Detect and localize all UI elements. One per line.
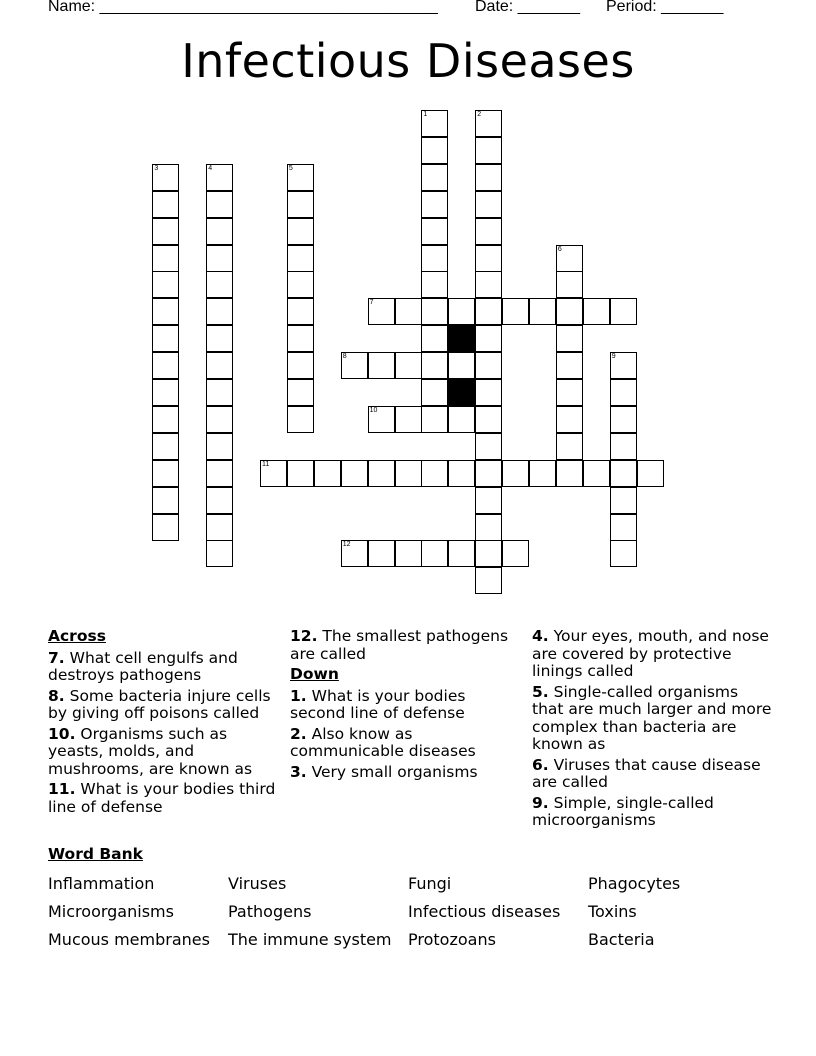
answer-cell[interactable] — [421, 245, 448, 272]
answer-cell[interactable] — [287, 352, 314, 379]
answer-cell[interactable] — [421, 325, 448, 352]
clues-column-3 — [532, 628, 772, 833]
answer-cell[interactable] — [556, 298, 583, 325]
date-field-label[interactable]: Date: _______ — [475, 0, 580, 15]
answer-cell[interactable] — [529, 298, 556, 325]
answer-cell[interactable] — [421, 406, 448, 433]
answer-cell[interactable] — [368, 540, 395, 567]
answer-cell[interactable] — [475, 245, 502, 272]
answer-cell[interactable] — [287, 218, 314, 245]
answer-cell[interactable] — [152, 218, 179, 245]
word-bank-item: Fungi — [408, 874, 452, 893]
answer-cell[interactable] — [395, 540, 422, 567]
answer-cell[interactable] — [395, 298, 422, 325]
clue-number: 1 — [423, 111, 428, 118]
word-bank-item: Protozoans — [408, 930, 496, 949]
answer-cell[interactable] — [475, 164, 502, 191]
answer-cell[interactable] — [206, 191, 233, 218]
answer-cell[interactable] — [395, 460, 422, 487]
answer-cell[interactable] — [610, 514, 637, 541]
answer-cell[interactable] — [421, 298, 448, 325]
answer-cell[interactable] — [206, 245, 233, 272]
answer-cell[interactable] — [421, 137, 448, 164]
answer-cell[interactable] — [421, 271, 448, 298]
clue-number: 3 — [154, 164, 159, 172]
answer-cell[interactable] — [475, 406, 502, 433]
answer-cell[interactable] — [556, 352, 583, 379]
clue-number: 11 — [262, 460, 270, 468]
word-bank-item: Infectious diseases — [408, 902, 561, 921]
answer-cell[interactable] — [475, 298, 502, 325]
answer-cell[interactable] — [475, 514, 502, 541]
word-bank-item: Microorganisms — [48, 902, 174, 921]
answer-cell[interactable] — [368, 406, 395, 433]
answer-cell[interactable] — [502, 298, 529, 325]
answer-cell[interactable] — [395, 406, 422, 433]
clue-down-4: 4. Your eyes, mouth, and nose are covered by protective linings called — [532, 627, 769, 680]
clue-down-1: 1. What is your bodies second line of defense — [290, 686, 466, 722]
answer-cell[interactable] — [448, 352, 475, 379]
clue-down-9: 9. Simple, single-called microorganisms — [532, 793, 714, 829]
answer-cell[interactable] — [448, 540, 475, 567]
clue-down-5: 5. Single-called organisms that are much larger and more complex than bacteria are known as — [532, 682, 772, 753]
answer-cell[interactable] — [475, 110, 502, 137]
clue-down-3: 3. Very small organisms — [290, 762, 478, 781]
answer-cell[interactable] — [556, 406, 583, 433]
answer-cell[interactable] — [206, 487, 233, 514]
answer-cell[interactable] — [287, 460, 314, 487]
answer-cell[interactable] — [475, 325, 502, 352]
answer-cell[interactable] — [206, 164, 233, 191]
answer-cell[interactable] — [475, 271, 502, 298]
answer-cell[interactable] — [583, 460, 610, 487]
clue-number: 10 — [369, 406, 378, 414]
answer-cell[interactable] — [529, 460, 556, 487]
clues-column-2 — [290, 628, 520, 784]
answer-cell[interactable] — [475, 487, 502, 514]
answer-cell[interactable] — [287, 271, 314, 298]
name-field-label[interactable]: Name: ______________________________________ — [48, 0, 438, 15]
answer-cell[interactable] — [475, 352, 502, 379]
answer-cell[interactable] — [341, 352, 368, 379]
answer-cell[interactable] — [610, 433, 637, 460]
answer-cell[interactable] — [502, 460, 529, 487]
answer-cell[interactable] — [475, 379, 502, 406]
clue-number: 4 — [208, 164, 213, 172]
answer-cell[interactable] — [152, 460, 179, 487]
answer-cell[interactable] — [152, 433, 179, 460]
clue-number: 12 — [342, 541, 351, 549]
clue-number: 8 — [342, 353, 347, 361]
answer-cell[interactable] — [556, 433, 583, 460]
answer-cell[interactable] — [421, 164, 448, 191]
answer-cell[interactable] — [152, 164, 179, 191]
answer-cell[interactable] — [206, 218, 233, 245]
word-bank-item: Inflammation — [48, 874, 155, 893]
answer-cell[interactable] — [421, 110, 448, 137]
answer-cell[interactable] — [314, 460, 341, 487]
answer-cell[interactable] — [475, 433, 502, 460]
answer-cell[interactable] — [152, 245, 179, 272]
answer-cell[interactable] — [206, 352, 233, 379]
answer-cell[interactable] — [421, 379, 448, 406]
answer-cell[interactable] — [368, 298, 395, 325]
clues-column-1 — [48, 628, 278, 819]
answer-cell[interactable] — [206, 406, 233, 433]
answer-cell[interactable] — [610, 379, 637, 406]
answer-cell[interactable] — [152, 487, 179, 514]
answer-cell[interactable] — [448, 406, 475, 433]
answer-cell[interactable] — [421, 460, 448, 487]
answer-cell[interactable] — [475, 567, 502, 594]
answer-cell[interactable] — [152, 325, 179, 352]
answer-cell[interactable] — [152, 191, 179, 218]
clue-number: 7 — [369, 299, 374, 307]
answer-cell[interactable] — [206, 514, 233, 541]
answer-cell[interactable] — [287, 406, 314, 433]
answer-cell[interactable] — [421, 218, 448, 245]
answer-cell[interactable] — [341, 460, 368, 487]
answer-cell[interactable] — [610, 298, 637, 325]
answer-cell[interactable] — [341, 540, 368, 567]
answer-cell[interactable] — [556, 379, 583, 406]
clue-across-12: 12. The smallest pathogens are called — [290, 627, 509, 663]
answer-cell[interactable] — [475, 137, 502, 164]
answer-cell[interactable] — [556, 245, 583, 272]
answer-cell[interactable] — [287, 298, 314, 325]
answer-cell[interactable] — [206, 460, 233, 487]
answer-cell[interactable] — [395, 352, 422, 379]
puzzle-title: Infectious Diseases — [181, 34, 635, 88]
answer-cell[interactable] — [368, 460, 395, 487]
answer-cell[interactable] — [287, 191, 314, 218]
answer-cell[interactable] — [610, 540, 637, 567]
answer-cell[interactable] — [152, 352, 179, 379]
answer-cell[interactable] — [556, 460, 583, 487]
across-heading: Across — [48, 627, 106, 645]
answer-cell[interactable] — [556, 271, 583, 298]
answer-cell[interactable] — [475, 540, 502, 567]
answer-cell[interactable] — [610, 406, 637, 433]
answer-cell[interactable] — [448, 298, 475, 325]
clue-down-2: 2. Also know as communicable diseases — [290, 724, 476, 760]
answer-cell[interactable] — [152, 379, 179, 406]
answer-cell[interactable] — [206, 325, 233, 352]
clue-number: 6 — [557, 245, 562, 253]
answer-cell[interactable] — [206, 298, 233, 325]
answer-cell[interactable] — [421, 540, 448, 567]
period-field-label[interactable]: Period: _______ — [606, 0, 724, 15]
blocked-cell — [448, 325, 475, 352]
answer-cell[interactable] — [475, 218, 502, 245]
blocked-cell — [448, 379, 475, 406]
answer-cell[interactable] — [583, 298, 610, 325]
word-bank-item: Pathogens — [228, 902, 312, 921]
word-bank-title: Word Bank — [48, 845, 143, 863]
word-bank-item: Bacteria — [588, 930, 655, 949]
clue-across-10: 10. Organisms such as yeasts, molds, and mushrooms, are known as — [48, 724, 253, 778]
clue-number: 5 — [288, 164, 293, 172]
answer-cell[interactable] — [448, 460, 475, 487]
clue-number: 2 — [477, 111, 482, 118]
answer-cell[interactable] — [610, 460, 637, 487]
word-bank-item: Phagocytes — [588, 874, 681, 893]
word-bank-item: The immune system — [228, 930, 392, 949]
answer-cell[interactable] — [152, 406, 179, 433]
clue-across-8: 8. Some bacteria injure cells by giving off poisons called — [48, 686, 271, 722]
answer-cell[interactable] — [421, 352, 448, 379]
answer-cell[interactable] — [556, 325, 583, 352]
answer-cell[interactable] — [287, 325, 314, 352]
answer-cell[interactable] — [206, 433, 233, 460]
answer-cell[interactable] — [206, 379, 233, 406]
clue-across-7: 7. What cell engulfs and destroys pathogens — [48, 648, 238, 684]
answer-cell[interactable] — [152, 298, 179, 325]
answer-cell[interactable] — [206, 271, 233, 298]
word-bank-item: Toxins — [588, 902, 637, 921]
clue-across-11: 11. What is your bodies third line of defense — [48, 780, 276, 816]
answer-cell[interactable] — [610, 352, 637, 379]
answer-cell[interactable] — [368, 352, 395, 379]
answer-cell[interactable] — [502, 540, 529, 567]
answer-cell[interactable] — [152, 514, 179, 541]
answer-cell[interactable] — [287, 379, 314, 406]
answer-cell[interactable] — [287, 164, 314, 191]
answer-cell[interactable] — [475, 191, 502, 218]
clue-down-6: 6. Viruses that cause disease are called — [532, 755, 761, 791]
answer-cell[interactable] — [610, 487, 637, 514]
word-bank-item: Viruses — [228, 874, 287, 893]
clue-number: 9 — [611, 353, 616, 361]
answer-cell[interactable] — [637, 460, 664, 487]
answer-cell[interactable] — [475, 460, 502, 487]
answer-cell[interactable] — [421, 191, 448, 218]
word-bank-item: Mucous membranes — [48, 930, 210, 949]
answer-cell[interactable] — [287, 245, 314, 272]
down-heading: Down — [290, 665, 339, 683]
answer-cell[interactable] — [152, 271, 179, 298]
answer-cell[interactable] — [206, 540, 233, 567]
answer-cell[interactable] — [260, 460, 287, 487]
